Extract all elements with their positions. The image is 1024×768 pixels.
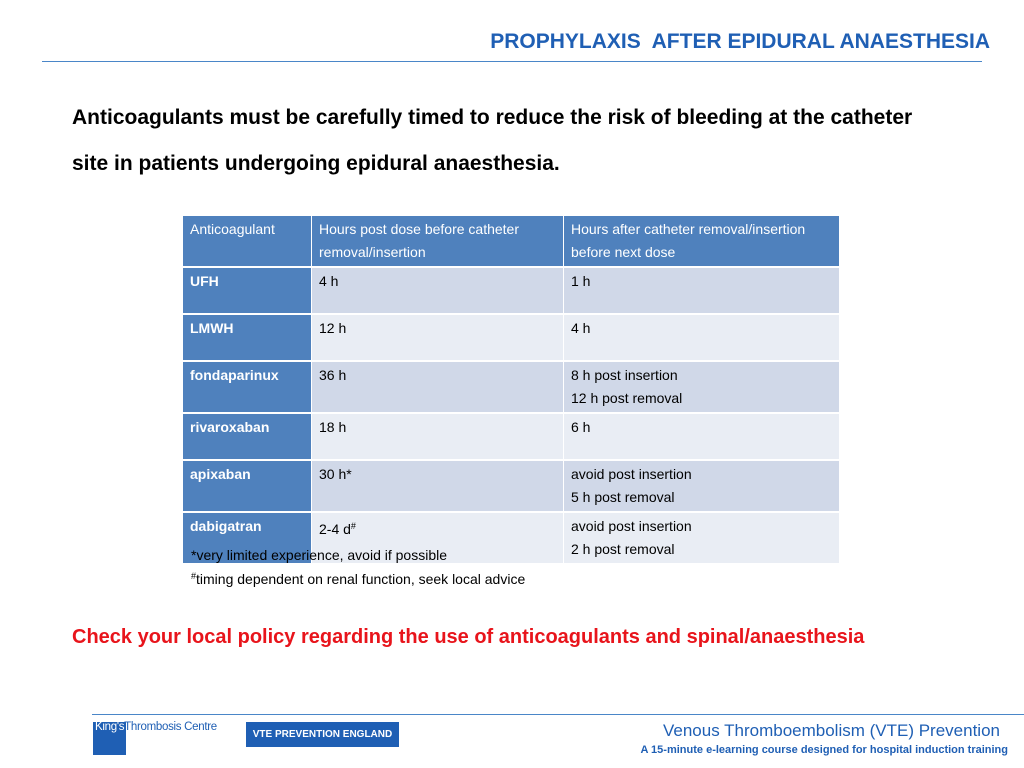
logo-centre-text: Thrombosis Centre	[124, 721, 217, 733]
drug-name: apixaban	[183, 461, 312, 513]
hours-before-cell: 4 h	[312, 268, 564, 315]
title-divider	[42, 61, 982, 62]
footer-divider	[92, 714, 1024, 715]
footnote-limited-experience: *very limited experience, avoid if possible	[191, 547, 448, 563]
footnote-mark: #	[191, 571, 197, 581]
vte-prevention-england-badge: VTE PREVENTION ENGLAND	[246, 722, 399, 747]
table-header-row	[183, 216, 840, 268]
hours-before-cell: 18 h	[312, 414, 564, 461]
intro-text: Anticoagulants must be carefully timed to reduce the risk of bleeding at the catheter site in patients undergoing epidural anaesthesia.	[72, 106, 913, 175]
kings-thrombosis-logo	[95, 721, 217, 733]
table-footnotes	[191, 545, 525, 590]
column-header-hours-before: Hours post dose before catheter removal/insertion	[312, 216, 564, 268]
table-row	[183, 362, 840, 414]
column-header-anticoagulant: Anticoagulant	[183, 216, 312, 268]
table-row	[183, 268, 840, 315]
hours-after-cell	[564, 414, 840, 461]
footnote-renal-text: timing dependent on renal function, seek local advice	[196, 571, 526, 587]
hours-after-line: avoid post insertion	[571, 518, 692, 534]
hours-after-line: 1 h	[571, 273, 591, 289]
footer-course-subtitle: A 15-minute e-learning course designed for hospital induction training	[640, 744, 1008, 756]
footnote-mark: #	[350, 521, 356, 531]
hours-before-value: 2-4 d	[319, 521, 351, 537]
hours-after-cell	[564, 268, 840, 315]
hours-before-cell: 12 h	[312, 315, 564, 362]
slide-title: PROPHYLAXIS AFTER EPIDURAL ANAESTHESIA	[490, 30, 990, 53]
hours-after-line: 12 h post removal	[571, 390, 683, 406]
hours-after-line: 4 h	[571, 320, 591, 336]
anticoagulant-timing-table	[183, 216, 840, 565]
hours-after-cell	[564, 315, 840, 362]
logo-kings-text: King's	[95, 721, 125, 733]
hours-after-cell	[564, 461, 840, 513]
table-row	[183, 315, 840, 362]
hours-after-line: 8 h post insertion	[571, 367, 678, 383]
hours-before-cell: 30 h*	[312, 461, 564, 513]
hours-after-line: avoid post insertion	[571, 466, 692, 482]
drug-name: fondaparinux	[183, 362, 312, 414]
hours-after-line: 2 h post removal	[571, 541, 675, 557]
hours-after-cell	[564, 513, 840, 565]
drug-name: LMWH	[183, 315, 312, 362]
hours-before-cell: 36 h	[312, 362, 564, 414]
column-header-hours-after: Hours after catheter removal/insertion before next dose	[564, 216, 840, 268]
table-row	[183, 461, 840, 513]
footer-course-title: Venous Thromboembolism (VTE) Prevention	[662, 721, 1000, 740]
footnote-renal-function	[191, 566, 525, 590]
hours-after-cell	[564, 362, 840, 414]
drug-name: dabigatran	[183, 513, 312, 565]
local-policy-warning: Check your local policy regarding the use of anticoagulants and spinal/anaesthesia	[72, 626, 865, 648]
table-row	[183, 414, 840, 461]
drug-name: rivaroxaban	[183, 414, 312, 461]
hours-after-line: 5 h post removal	[571, 489, 675, 505]
drug-name: UFH	[183, 268, 312, 315]
hours-after-line: 6 h	[571, 419, 591, 435]
